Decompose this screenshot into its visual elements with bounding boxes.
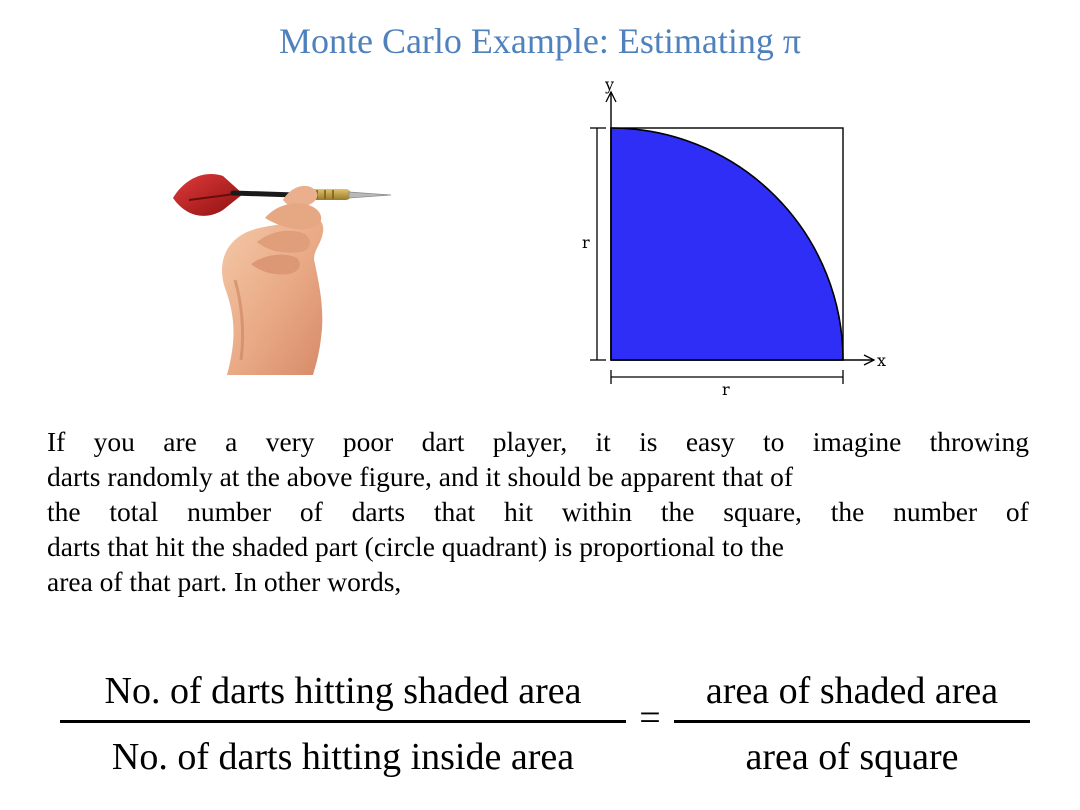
paragraph-word: hit (503, 496, 533, 527)
slide-title: Monte Carlo Example: Estimating π (278, 21, 802, 61)
paragraph-word: throwing (929, 426, 1029, 457)
y-axis-label: y (605, 75, 615, 94)
paragraph-word: number (893, 496, 978, 527)
paragraph-word: number (187, 496, 272, 527)
paragraph-word: you (93, 426, 135, 457)
x-axis-label: x (877, 351, 887, 370)
paragraph-word: darts (351, 496, 406, 527)
paragraph-line-5: area of that part. In other words, (47, 566, 402, 597)
explanation-paragraph (47, 424, 1029, 599)
height-label: r (582, 233, 590, 252)
paragraph-word: very (265, 426, 315, 457)
paragraph-word: total (109, 496, 159, 527)
paragraph-line-2: darts randomly at the above figure, and it should be apparent that of (47, 461, 794, 492)
paragraph-word: is (639, 426, 658, 457)
shaded-area-numerator: area of shaded area (705, 670, 999, 712)
paragraph-word: of (299, 496, 323, 527)
paragraph-word: that (433, 496, 476, 527)
hand-holding-dart-icon (165, 160, 400, 375)
shaded-circle-quadrant (611, 128, 843, 360)
darts-shaded-numerator: No. of darts hitting shaded area (104, 670, 582, 712)
paragraph-word: of (1005, 496, 1029, 527)
paragraph-word: If (47, 426, 66, 457)
paragraph-word: a (225, 426, 238, 457)
equals-sign: = (639, 697, 661, 739)
paragraph-line-3 (47, 494, 1029, 529)
paragraph-word: the (47, 496, 81, 527)
paragraph-line-4: darts that hit the shaded part (circle quadrant) is proportional to the (47, 531, 784, 562)
quarter-circle-figure (578, 76, 898, 406)
paragraph-word: square, (723, 496, 802, 527)
paragraph-word: imagine (812, 426, 902, 457)
ratio-equation (60, 666, 1030, 786)
fraction-bar-right (674, 720, 1030, 723)
paragraph-word: easy (685, 426, 735, 457)
paragraph-word: it (595, 426, 611, 457)
paragraph-word: the (830, 496, 865, 527)
paragraph-word: poor (342, 426, 394, 457)
square-area-denominator: area of square (745, 736, 959, 778)
fraction-bar-left (60, 720, 626, 723)
paragraph-word: player, (492, 426, 568, 457)
area-ratio-fraction (674, 666, 1030, 786)
darts-ratio-fraction (60, 666, 626, 786)
paragraph-word: are (163, 426, 197, 457)
darts-inside-denominator: No. of darts hitting inside area (111, 736, 575, 778)
paragraph-word: dart (421, 426, 465, 457)
paragraph-word: to (763, 426, 785, 457)
paragraph-word: within (561, 496, 633, 527)
width-label: r (722, 380, 730, 399)
paragraph-line-1 (47, 424, 1029, 459)
paragraph-word: the (660, 496, 695, 527)
